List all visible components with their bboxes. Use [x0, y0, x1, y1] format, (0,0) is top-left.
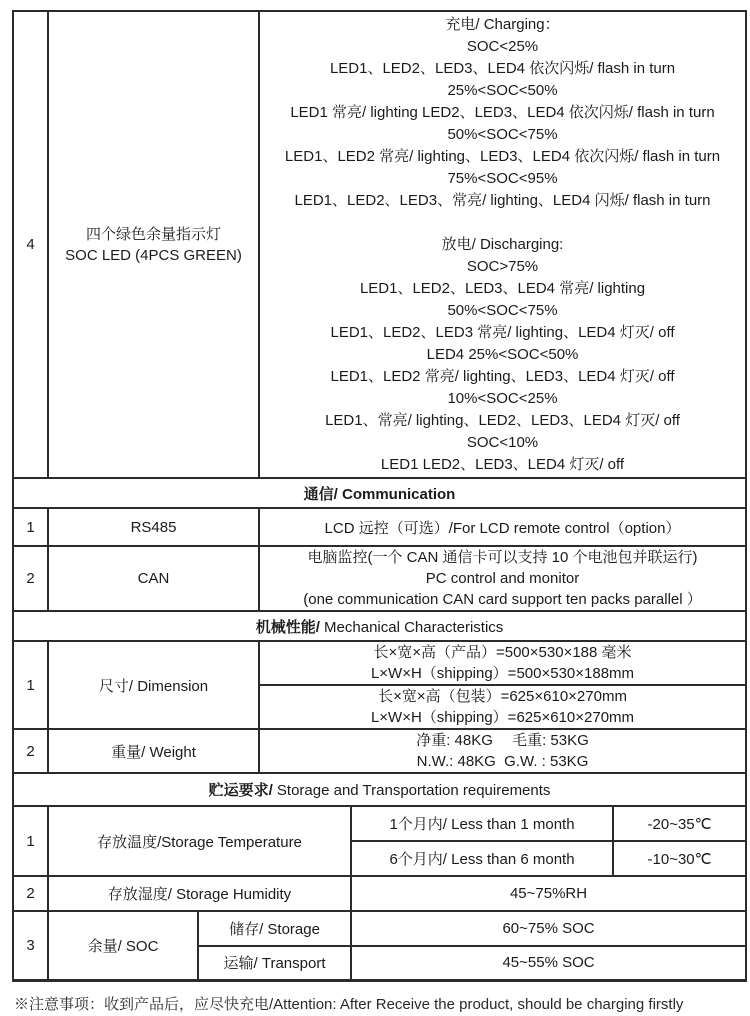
dimension-line: 长×宽×高（包装）=625×610×270mm — [378, 688, 627, 705]
dimension-line: 长×宽×高（产品）=500×530×188 毫米 — [373, 644, 632, 661]
led-detail-line: 50%<SOC<75% — [447, 301, 558, 319]
led-detail-line: LED1、LED2、LED3 常亮/ lighting、LED4 灯灭/ off — [330, 323, 675, 341]
table-row-soc-storage — [13, 911, 746, 946]
led-detail-line: LED1 LED2、LED3、LED4 灯灭/ off — [380, 455, 625, 473]
led-detail-line: SOC<25% — [466, 37, 539, 55]
section-header-communication — [13, 478, 746, 508]
soc-mode: 储存/ Storage — [198, 911, 351, 946]
section-header-mechanical — [13, 611, 746, 641]
led-detail-line: 10%<SOC<25% — [447, 389, 558, 407]
section-title-en: Storage and Transportation requirements — [272, 782, 551, 799]
led-row-detail — [259, 11, 746, 478]
weight-row-number: 2 — [13, 729, 48, 773]
soc-row-number: 3 — [13, 911, 48, 980]
soc-label: 余量/ SOC — [48, 911, 198, 980]
soc-mode: 运输/ Transport — [198, 946, 351, 980]
led-row-number: 4 — [13, 11, 48, 478]
dimension-line: L×W×H（shipping）=625×610×270mm — [370, 709, 635, 726]
soc-value: 45~55% SOC — [351, 946, 746, 980]
table-row-can — [13, 546, 746, 611]
rs485-row-number: 1 — [13, 508, 48, 546]
can-row-number: 2 — [13, 546, 48, 611]
spec-table — [12, 10, 747, 982]
footer-note: ※注意事项：收到产品后，应尽快充电/Attention: After Receive the product, should be charging firstly — [14, 995, 684, 1013]
dimension-product-value — [259, 641, 746, 685]
led-detail-line — [260, 212, 745, 234]
can-value-line: PC control and monitor — [425, 570, 580, 587]
section-title-zh: 贮运要求/ — [208, 782, 273, 799]
section-title-zh: 机械性能/ — [255, 618, 320, 636]
humidity-value: 45~75%RH — [351, 876, 746, 911]
table-row-storage-temperature — [13, 806, 746, 841]
led-detail-line: LED1、LED2 常亮/ lighting、LED3、LED4 依次闪烁/ flash in turn — [284, 147, 721, 165]
led-label-en: SOC LED (4PCS GREEN) — [65, 246, 242, 264]
table-row-dimension — [13, 641, 746, 685]
led-label-zh: 四个绿色余量指示灯 — [85, 225, 221, 243]
humidity-label: 存放湿度/ Storage Humidity — [48, 876, 351, 911]
led-detail-line: 充电/ Charging： — [445, 15, 560, 33]
led-detail-line: 放电/ Discharging: — [441, 235, 564, 253]
humidity-row-number: 2 — [13, 876, 48, 911]
soc-value: 60~75% SOC — [351, 911, 746, 946]
led-detail-line: 50%<SOC<75% — [447, 125, 558, 143]
temperature-period: 1个月内/ Less than 1 month — [351, 806, 613, 841]
led-detail-line: 25%<SOC<50% — [447, 81, 558, 99]
led-detail-line: SOC<10% — [466, 433, 539, 451]
led-detail-line: LED4 25%<SOC<50% — [426, 345, 579, 363]
table-row-communication-header — [13, 478, 746, 508]
dimension-label: 尺寸/ Dimension — [48, 641, 259, 729]
led-detail-line: LED1、常亮/ lighting、LED2、LED3、LED4 灯灭/ off — [325, 411, 680, 429]
dimension-row-number: 1 — [13, 641, 48, 729]
table-row-weight — [13, 729, 746, 773]
table-row-storage-header — [13, 773, 746, 806]
led-detail-line: LED1、LED2、LED3、常亮/ lighting、LED4 闪烁/ flash in turn — [294, 191, 711, 209]
weight-line: N.W.: 48KG G.W. : 53KG — [416, 753, 589, 770]
temperature-label: 存放温度/Storage Temperature — [48, 806, 351, 876]
temperature-value: -20~35℃ — [613, 806, 746, 841]
led-detail-line: LED1 常亮/ lighting LED2、LED3、LED4 依次闪烁/ flash in turn — [290, 103, 715, 121]
led-row-label — [48, 11, 259, 478]
can-value-line: 电脑监控(一个 CAN 通信卡可以支持 10 个电池包并联运行) — [307, 549, 698, 566]
can-label: CAN — [48, 546, 259, 611]
weight-label: 重量/ Weight — [48, 729, 259, 773]
temperature-row-number: 1 — [13, 806, 48, 876]
led-detail-line: LED1、LED2 常亮/ lighting、LED3、LED4 灯灭/ off — [330, 367, 675, 385]
led-detail-line: LED1、LED2、LED3、LED4 依次闪烁/ flash in turn — [329, 59, 676, 77]
table-row-storage-humidity — [13, 876, 746, 911]
can-value — [259, 546, 746, 611]
can-value-line: (one communication CAN card support ten packs parallel ） — [303, 591, 702, 608]
weight-value — [259, 729, 746, 773]
dimension-package-value — [259, 685, 746, 729]
led-detail-line: LED1、LED2、LED3、LED4 常亮/ lighting — [359, 279, 646, 297]
temperature-value: -10~30℃ — [613, 841, 746, 876]
table-row-rs485 — [13, 508, 746, 546]
temperature-period: 6个月内/ Less than 6 month — [351, 841, 613, 876]
section-title-en: Mechanical Characteristics — [319, 618, 504, 636]
section-title: 通信/ Communication — [303, 485, 456, 503]
table-row-led — [13, 11, 746, 478]
table-row-mechanical-header — [13, 611, 746, 641]
dimension-line: L×W×H（shipping）=500×530×188mm — [370, 665, 635, 682]
rs485-value: LCD 远控（可选）/For LCD remote control（option） — [259, 508, 746, 546]
weight-line: 净重: 48KG 毛重: 53KG — [416, 732, 589, 749]
led-detail-line: 75%<SOC<95% — [447, 169, 558, 187]
section-header-storage — [13, 773, 746, 806]
led-detail-line: SOC>75% — [466, 257, 539, 275]
rs485-label: RS485 — [48, 508, 259, 546]
